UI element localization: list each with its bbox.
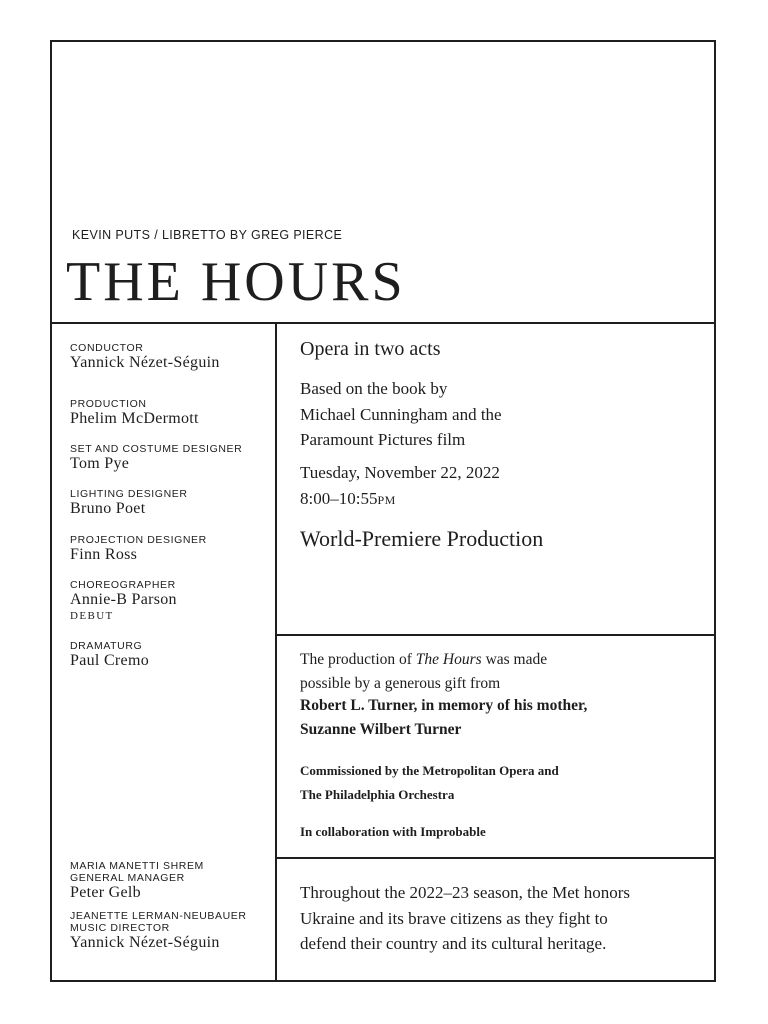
debut-note: DEBUT	[70, 610, 114, 622]
credit-role: JEANETTE LERMAN-NEUBAUER	[70, 910, 247, 922]
credit-name: Bruno Poet	[70, 500, 146, 517]
credit-role: DRAMATURG	[70, 640, 143, 652]
credit-role: CONDUCTOR	[70, 342, 144, 354]
general-manager	[70, 860, 204, 902]
credit-conductor	[70, 342, 220, 372]
credit-name: Tom Pye	[70, 455, 130, 472]
gift-statement	[300, 648, 547, 695]
gift-line-2: possible by a generous gift from	[300, 674, 501, 692]
credit-set-costume	[70, 443, 242, 473]
credit-name: Annie-B Parson	[70, 591, 177, 608]
music-director	[70, 910, 247, 952]
credit-dramaturg	[70, 640, 149, 670]
time-range: 8:00–10:55	[300, 489, 378, 508]
credit-role: SET AND COSTUME DESIGNER	[70, 443, 243, 455]
credit-projection	[70, 534, 207, 564]
credit-role: PROJECTION DESIGNER	[70, 534, 207, 546]
composer-librettist: KEVIN PUTS / LIBRETTO BY GREG PIERCE	[72, 228, 343, 242]
premiere-label: World-Premiere Production	[300, 526, 544, 551]
performance-date: Tuesday, November 22, 2022	[300, 463, 500, 482]
column-divider	[275, 322, 277, 982]
gift-suffix: was made	[481, 651, 548, 668]
credit-name: Phelim McDermott	[70, 410, 199, 427]
credit-lighting	[70, 488, 188, 518]
notice-divider	[275, 857, 716, 859]
credit-role: GENERAL MANAGER	[70, 872, 185, 884]
opera-type: Opera in two acts	[300, 338, 441, 360]
credit-role: MARIA MANETTI SHREM	[70, 860, 204, 872]
gift-title: The Hours	[415, 651, 482, 668]
credit-role: MUSIC DIRECTOR	[70, 922, 170, 934]
performance-time	[300, 489, 396, 509]
sponsor-divider	[275, 634, 716, 636]
credit-role: PRODUCTION	[70, 398, 147, 410]
source-material: Based on the book by Michael Cunningham and the Paramount Pictures film	[300, 379, 502, 449]
gift-line-1	[300, 648, 547, 672]
header-divider	[50, 322, 716, 324]
credit-choreographer	[70, 579, 177, 623]
time-suffix: PM	[377, 493, 396, 507]
commission-statement: Commissioned by the Metropolitan Opera and The Philadelphia Orchestra	[300, 763, 559, 802]
credit-name: Peter Gelb	[70, 884, 141, 901]
donor-name: Robert L. Turner, in memory of his mother, Suzanne Wilbert Turner	[300, 697, 588, 738]
gift-prefix: The production of	[300, 651, 416, 668]
credit-name: Paul Cremo	[70, 652, 149, 669]
credit-role: LIGHTING DESIGNER	[70, 488, 188, 500]
credit-name: Finn Ross	[70, 546, 138, 563]
credit-role: CHOREOGRAPHER	[70, 579, 176, 591]
ukraine-notice: Throughout the 2022–23 season, the Met honors Ukraine and its brave citizens as they fight to defend their country and its cultural heritage.	[300, 883, 631, 953]
collaboration-statement: In collaboration with Improbable	[300, 824, 486, 839]
credit-production	[70, 398, 199, 428]
page-title: THE HOURS	[66, 251, 406, 313]
credit-name: Yannick Nézet-Séguin	[70, 934, 220, 951]
credit-name: Yannick Nézet-Séguin	[70, 354, 220, 371]
